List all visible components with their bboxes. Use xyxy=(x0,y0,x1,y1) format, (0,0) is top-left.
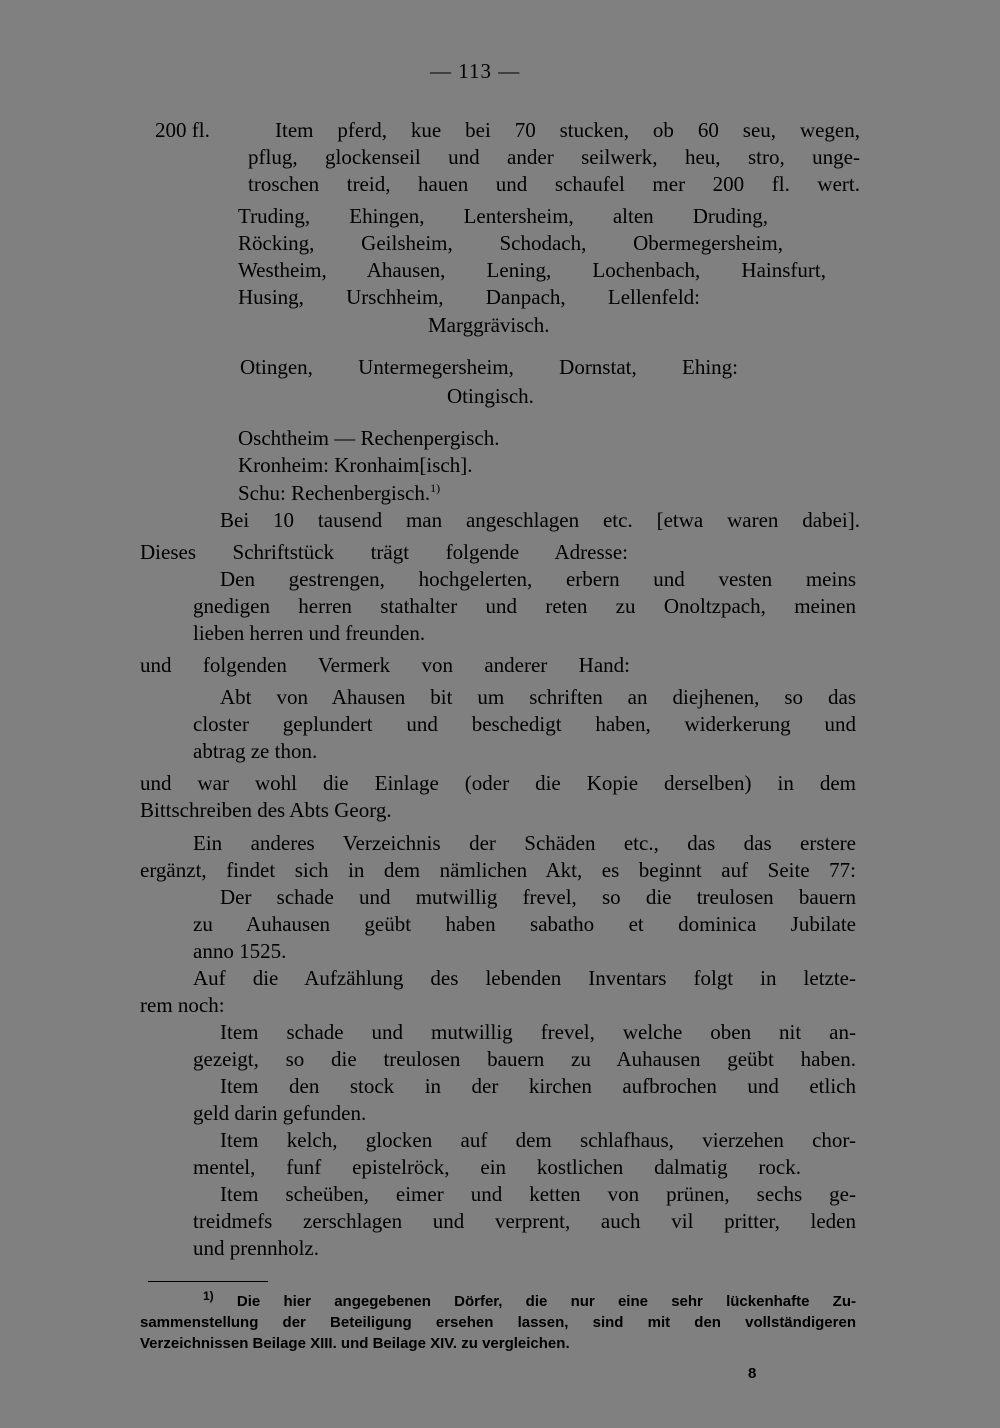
text-line: Bittschreiben des Abts Georg. xyxy=(140,798,392,822)
text-line: Ein anderes Verzeichnis der Schäden etc., das das erstere xyxy=(193,831,856,855)
text-line: abtrag ze thon. xyxy=(193,739,318,763)
text-line: mentel, funf epistelröck, ein kostlichen dalmatig rock. xyxy=(193,1155,801,1179)
text-line: und war wohl die Einlage (oder die Kopie derselben) in dem xyxy=(140,771,856,795)
text-line: Item schade und mutwillig frevel, welche oben nit an- xyxy=(220,1020,856,1044)
text-line: Truding, Ehingen, Lentersheim, alten Druding, xyxy=(238,204,768,228)
amount-margin: 200 fl. xyxy=(155,118,210,142)
text-line: Otingen, Untermegersheim, Dornstat, Ehing: xyxy=(240,355,738,379)
footnote-line: sammenstellung der Beteiligung ersehen lassen, sind mit den vollständigeren xyxy=(140,1314,856,1331)
text-line: Oschtheim — Rechenpergisch. xyxy=(238,426,500,450)
text-line: lieben herren und freunden. xyxy=(193,621,426,645)
text-line: Röcking, Geilsheim, Schodach, Obermegersheim, xyxy=(238,231,783,255)
text-line: ergänzt, findet sich in dem nämlichen Akt, es beginnt auf Seite 77: xyxy=(140,858,856,882)
text-line: closter geplundert und beschedigt haben, widerkerung und xyxy=(193,712,856,736)
text-line: troschen treid, hauen und schaufel mer 200 fl. wert. xyxy=(248,172,860,196)
text-line: gezeigt, so die treulosen bauern zu Auhausen geübt haben. xyxy=(193,1047,856,1071)
text-line-content: Schu: Rechenbergisch. xyxy=(238,481,431,505)
text-line: Auf die Aufzählung des lebenden Inventars folgt in letzte- xyxy=(193,966,856,990)
text-line: Item kelch, glocken auf dem schlafhaus, vierzehen chor- xyxy=(220,1128,856,1152)
text-line: zu Auhausen geübt haben sabatho et dominica Jubilate xyxy=(193,912,856,936)
text-line: Der schade und mutwillig frevel, so die treulosen bauern xyxy=(220,885,856,909)
text-line: gnedigen herren stathalter und reten zu Onoltzpach, meinen xyxy=(193,594,856,618)
text-line: pflug, glockenseil und ander seilwerk, heu, stro, unge- xyxy=(248,145,860,169)
signature-mark: 8 xyxy=(748,1365,757,1382)
text-line xyxy=(238,480,440,506)
footnote-text: Die hier angegebenen Dörfer, die nur eine sehr lückenhafte Zu- xyxy=(236,1293,857,1310)
footnote-divider xyxy=(148,1281,268,1282)
text-line: Westheim, Ahausen, Lening, Lochenbach, Hainsfurt, xyxy=(238,258,826,282)
text-line: rem noch: xyxy=(140,993,225,1017)
text-line: Bei 10 tausend man angeschlagen etc. [etwa waren dabei]. xyxy=(220,508,860,532)
text-line: Item pferd, kue bei 70 stucken, ob 60 seu, wegen, xyxy=(275,118,860,142)
text-line: Den gestrengen, hochgelerten, erbern und vesten meins xyxy=(220,567,856,591)
text-line: Dieses Schriftstück trägt folgende Adresse: xyxy=(140,540,628,564)
footnote-marker: 1) xyxy=(203,1289,214,1303)
text-line: Otingisch. xyxy=(447,384,534,408)
page-header: — 113 — xyxy=(430,59,521,83)
text-line: Marggrävisch. xyxy=(428,313,550,337)
footnote-line xyxy=(203,1291,856,1312)
text-line: anno 1525. xyxy=(193,939,287,963)
text-line: Item scheüben, eimer und ketten von prünen, sechs ge- xyxy=(220,1182,856,1206)
text-line: treidmefs zerschlagen und verprent, auch vil pritter, leden xyxy=(193,1209,856,1233)
footnote-line: Verzeichnissen Beilage XIII. und Beilage XIV. zu vergleichen. xyxy=(140,1335,570,1352)
text-line: geld darin gefunden. xyxy=(193,1101,367,1125)
text-line: Kronheim: Kronhaim[isch]. xyxy=(238,453,473,477)
text-line: und folgenden Vermerk von anderer Hand: xyxy=(140,653,630,677)
text-line: Item den stock in der kirchen aufbrochen und etlich xyxy=(220,1074,856,1098)
footnote-reference: 1) xyxy=(430,481,441,495)
text-line: Husing, Urschheim, Danpach, Lellenfeld: xyxy=(238,285,700,309)
text-line: und prennholz. xyxy=(193,1236,319,1260)
text-line: Abt von Ahausen bit um schriften an diejhenen, so das xyxy=(220,685,856,709)
